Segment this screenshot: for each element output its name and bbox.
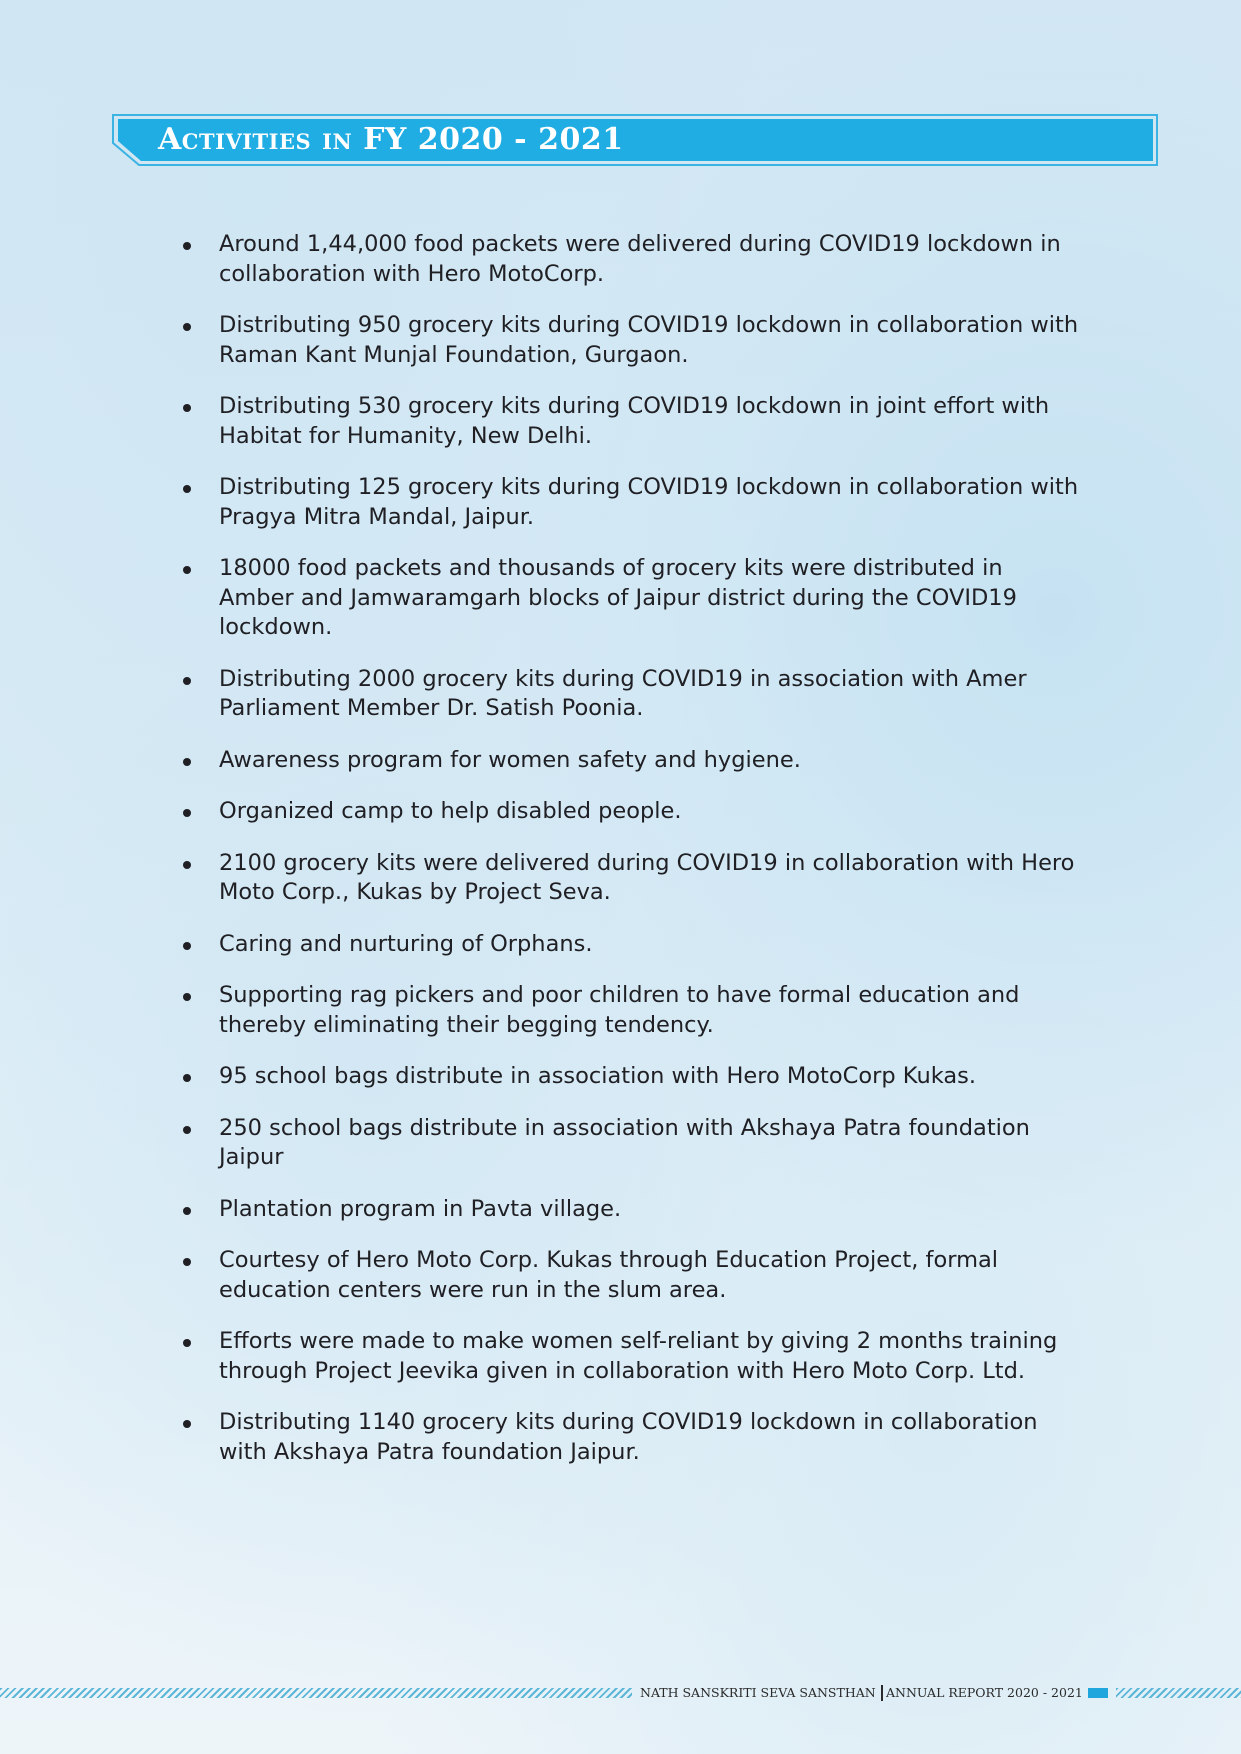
list-item-text: Distributing 530 grocery kits during COVID19 lockdown in joint effort with Habitat for Humanity, New Delhi. — [219, 393, 1050, 449]
list-item-text: 95 school bags distribute in association with Hero MotoCorp Kukas. — [219, 1063, 977, 1089]
list-item — [180, 392, 1080, 451]
bullet-icon — [183, 1074, 191, 1082]
list-item — [180, 311, 1080, 370]
list-item-text: 250 school bags distribute in association with Akshaya Patra foundation Jaipur — [219, 1114, 1030, 1170]
bullet-icon — [183, 323, 191, 331]
list-item — [180, 1408, 1080, 1467]
footer-accent-square — [1088, 1688, 1108, 1698]
list-item-text: Supporting rag pickers and poor children to have formal education and thereby eliminating their begging tendency. — [219, 982, 1020, 1038]
bullet-icon — [183, 404, 191, 412]
list-item-text: Distributing 2000 grocery kits during COVID19 in association with Amer Parliament Member Dr. Satish Poonia. — [219, 665, 1027, 721]
footer-hatch-right — [1116, 1688, 1241, 1698]
bullet-icon — [183, 677, 191, 685]
list-item-text: Plantation program in Pavta village. — [219, 1195, 622, 1222]
bullet-icon — [183, 242, 191, 250]
bullet-icon — [183, 758, 191, 766]
list-item-text: 18000 food packets and thousands of grocery kits were distributed in Amber and Jamwaramgarh blocks of Jaipur district during the COVID19 lockdown. — [219, 555, 1017, 640]
bullet-icon — [183, 1207, 191, 1215]
activities-list — [180, 230, 1080, 1489]
list-item — [180, 1062, 1080, 1092]
page-title: Activities in FY 2020 - 2021 — [158, 122, 624, 157]
bullet-icon — [183, 566, 191, 574]
list-item — [180, 1327, 1080, 1386]
section-header-banner — [112, 114, 1158, 166]
list-item — [180, 930, 1080, 960]
bullet-icon — [183, 1420, 191, 1428]
list-item-text: Organized camp to help disabled people. — [219, 798, 682, 824]
bullet-icon — [183, 861, 191, 869]
list-item — [180, 665, 1080, 724]
list-item — [180, 1114, 1080, 1173]
list-item — [180, 473, 1080, 532]
list-item — [180, 554, 1080, 643]
list-item-text: Courtesy of Hero Moto Corp. Kukas through Education Project, formal education centers were run in the slum area. — [219, 1247, 999, 1303]
list-item-text: Awareness program for women safety and hygiene. — [219, 746, 801, 773]
list-item-text: Distributing 950 grocery kits during COVID19 lockdown in collaboration with Raman Kant Munjal Foundation, Gurgaon. — [219, 312, 1079, 368]
bullet-icon — [183, 1339, 191, 1347]
list-item-text: Distributing 125 grocery kits during COVID19 lockdown in collaboration with Pragya Mitra Mandal, Jaipur. — [219, 474, 1079, 530]
bullet-icon — [183, 1258, 191, 1266]
list-item-text: 2100 grocery kits were delivered during COVID19 in collaboration with Hero Moto Corp., Kukas by Project Seva. — [219, 849, 1075, 905]
list-item-text: Efforts were made to make women self-reliant by giving 2 months training through Project Jeevika given in collaboration with Hero Moto Corp. Ltd. — [219, 1328, 1058, 1384]
bullet-icon — [183, 1126, 191, 1134]
footer-hatch-left — [0, 1688, 632, 1698]
footer-organization: NATH SANSKRITI SEVA SANSTHAN — [640, 1685, 876, 1700]
list-item — [180, 1195, 1080, 1225]
bullet-icon — [183, 485, 191, 493]
list-item — [180, 746, 1080, 776]
list-item — [180, 797, 1080, 827]
bullet-icon — [183, 809, 191, 817]
footer-divider — [881, 1685, 883, 1701]
page-footer — [0, 1684, 1241, 1702]
footer-report-label: ANNUAL REPORT 2020 - 2021 — [886, 1685, 1083, 1700]
list-item — [180, 230, 1080, 289]
list-item — [180, 849, 1080, 908]
list-item-text: Around 1,44,000 food packets were delivered during COVID19 lockdown in collaboration with Hero MotoCorp. — [219, 231, 1061, 287]
bullet-icon — [183, 942, 191, 950]
bullet-icon — [183, 993, 191, 1001]
list-item — [180, 981, 1080, 1040]
list-item-text: Distributing 1140 grocery kits during COVID19 lockdown in collaboration with Akshaya Patra foundation Jaipur. — [219, 1409, 1038, 1465]
list-item-text: Caring and nurturing of Orphans. — [219, 930, 593, 957]
list-item — [180, 1246, 1080, 1305]
